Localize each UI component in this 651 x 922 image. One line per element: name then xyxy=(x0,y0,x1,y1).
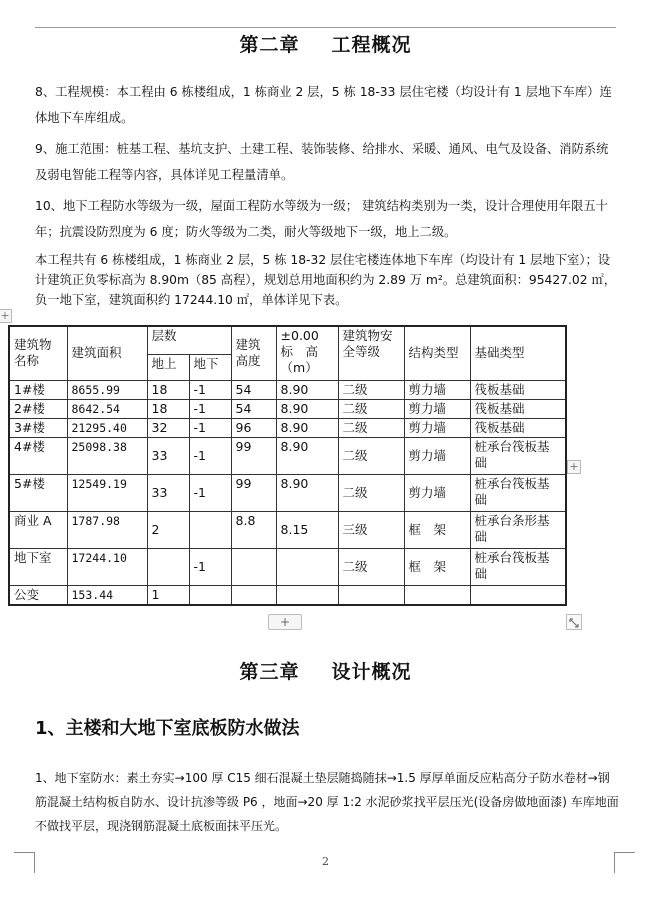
cell-above: 18 xyxy=(147,399,189,418)
cell-elevation: 8.90 xyxy=(276,437,338,474)
cell-height: 8.8 xyxy=(231,511,276,548)
cell-height: 54 xyxy=(231,399,276,418)
paragraph-scale: 8、工程规模：本工程由 6 栋楼组成，1 栋商业 2 层，5 栋 18-33 层住宅楼（均设计有 1 层地下车库）连体地下车库组成。 xyxy=(35,85,612,125)
cell-elevation: 8.15 xyxy=(276,511,338,548)
cell-structure: 框 架 xyxy=(404,548,470,585)
cell-above: 33 xyxy=(147,437,189,474)
cell-foundation: 筏板基础 xyxy=(470,399,566,418)
resize-arrows-icon xyxy=(567,616,581,630)
table-row xyxy=(9,380,566,399)
cell-area: 153.44 xyxy=(67,585,147,605)
chapter-3-title: 设计概况 xyxy=(331,661,412,683)
cell-above xyxy=(147,548,189,585)
cell-name: 2#楼 xyxy=(9,399,67,418)
cell-name: 1#楼 xyxy=(9,380,67,399)
header-structure: 结构类型 xyxy=(404,326,470,380)
cell-foundation: 桩承台筏板基础 xyxy=(470,548,566,585)
table-row xyxy=(9,511,566,548)
cell-below: -1 xyxy=(189,418,231,437)
cell-safety: 二级 xyxy=(338,437,404,474)
cell-foundation: 桩承台条形基础 xyxy=(470,511,566,548)
cell-safety xyxy=(338,585,404,605)
table-row xyxy=(9,418,566,437)
table-move-handle[interactable]: + xyxy=(0,309,12,323)
cell-above: 33 xyxy=(147,474,189,511)
cell-foundation: 筏板基础 xyxy=(470,380,566,399)
add-row-button[interactable]: + xyxy=(268,614,302,630)
cell-elevation xyxy=(276,585,338,605)
cell-foundation: 桩承台筏板基础 xyxy=(470,437,566,474)
cell-height xyxy=(231,585,276,605)
cell-above: 1 xyxy=(147,585,189,605)
cell-name: 公变 xyxy=(9,585,67,605)
paragraph-grades: 10、地下工程防水等级为一级，屋面工程防水等级为一级； 建筑结构类别为一类，设计合理使用年限五十年；抗震设防烈度为 6 度；防火等级为二类，耐火等级地下一级，地上二级。 xyxy=(35,199,608,239)
paragraph-scope: 9、施工范围：桩基工程、基坑支护、土建工程、装饰装修、给排水、采暖、通风、电气及设备、消防系统及弱电智能工程等内容，具体详见工程量清单。 xyxy=(35,142,609,182)
header-name: 建筑物名称 xyxy=(9,326,67,380)
cell-height xyxy=(231,548,276,585)
cell-foundation xyxy=(470,585,566,605)
cell-above: 2 xyxy=(147,511,189,548)
cell-safety: 二级 xyxy=(338,399,404,418)
cell-name: 地下室 xyxy=(9,548,67,585)
table-row xyxy=(9,585,566,605)
table-row xyxy=(9,548,566,585)
cell-height: 96 xyxy=(231,418,276,437)
cell-safety: 二级 xyxy=(338,548,404,585)
cell-safety: 二级 xyxy=(338,474,404,511)
table-row xyxy=(9,399,566,418)
paragraph-waterproof: 1、地下室防水：素土夯实→100 厚 C15 细石混凝土垫层随捣随抹→1.5 厚厚单面反应粘高分子防水卷材→钢筋混凝土结构板自防水、设计抗渗等级 P6 ，地面→20 厚 1:2 水泥砂浆找平层压光(设备房做地面漆) 车库地面不做找平层，现浇钢筋混凝土底板面抹平压光。 xyxy=(35,771,619,833)
cell-structure: 剪力墙 xyxy=(404,380,470,399)
table-resize-handle[interactable] xyxy=(566,614,582,630)
cell-elevation: 8.90 xyxy=(276,380,338,399)
cell-area: 12549.19 xyxy=(67,474,147,511)
header-below: 地下 xyxy=(189,354,231,380)
building-table xyxy=(8,325,567,606)
section-heading: 1、主楼和大地下室底板防水做法 xyxy=(35,718,300,739)
table-row xyxy=(9,437,566,474)
cell-name: 3#楼 xyxy=(9,418,67,437)
cell-name: 5#楼 xyxy=(9,474,67,511)
chapter-3-heading xyxy=(0,657,651,684)
cell-area: 8642.54 xyxy=(67,399,147,418)
cell-below xyxy=(189,511,231,548)
table-row xyxy=(9,474,566,511)
header-area: 建筑面积 xyxy=(67,326,147,380)
chapter-2-title: 工程概况 xyxy=(331,34,412,56)
cell-name: 商业 A xyxy=(9,511,67,548)
cell-structure: 剪力墙 xyxy=(404,437,470,474)
cell-structure: 剪力墙 xyxy=(404,418,470,437)
header-rule xyxy=(35,27,616,28)
cell-height: 99 xyxy=(231,437,276,474)
header-floors: 层数 xyxy=(147,326,231,354)
cell-area: 17244.10 xyxy=(67,548,147,585)
add-column-button[interactable]: + xyxy=(567,460,581,474)
cell-elevation: 8.90 xyxy=(276,418,338,437)
cell-structure: 剪力墙 xyxy=(404,474,470,511)
header-above: 地上 xyxy=(147,354,189,380)
header-height: 建筑高度 xyxy=(231,326,276,380)
cell-height: 99 xyxy=(231,474,276,511)
header-elevation: ±0.00 标 高（m） xyxy=(276,326,338,380)
cell-above: 18 xyxy=(147,380,189,399)
cell-below: -1 xyxy=(189,548,231,585)
cell-height: 54 xyxy=(231,380,276,399)
page-number: 2 xyxy=(322,855,329,868)
cell-structure xyxy=(404,585,470,605)
header-safety: 建筑物安全等级 xyxy=(338,326,404,380)
chapter-2-number: 第二章 xyxy=(239,34,300,56)
cell-below xyxy=(189,585,231,605)
cell-elevation: 8.90 xyxy=(276,474,338,511)
cell-area: 25098.38 xyxy=(67,437,147,474)
paragraph-summary: 本工程共有 6 栋楼组成，1 栋商业 2 层，5 栋 18-32 层住宅楼连体地下车库（均设计有 1 层地下室）；设计建筑正负零标高为 8.90m（85 高程），规划总用地面积约为 2.89 万 m²。总建筑面积：95427.02 ㎡，负一地下室，建筑面积约 17244.10 ㎡，单体详见下表。 xyxy=(35,253,617,307)
cell-foundation: 桩承台筏板基础 xyxy=(470,474,566,511)
cell-above: 32 xyxy=(147,418,189,437)
cell-below: -1 xyxy=(189,437,231,474)
cell-structure: 剪力墙 xyxy=(404,399,470,418)
header-foundation: 基础类型 xyxy=(470,326,566,380)
chapter-2-heading xyxy=(0,30,651,57)
cell-below: -1 xyxy=(189,399,231,418)
cell-area: 21295.40 xyxy=(67,418,147,437)
cell-below: -1 xyxy=(189,380,231,399)
cell-elevation: 8.90 xyxy=(276,399,338,418)
cell-below: -1 xyxy=(189,474,231,511)
cell-foundation: 筏板基础 xyxy=(470,418,566,437)
cell-area: 1787.98 xyxy=(67,511,147,548)
cell-safety: 二级 xyxy=(338,418,404,437)
cell-elevation xyxy=(276,548,338,585)
cell-safety: 二级 xyxy=(338,380,404,399)
chapter-3-number: 第三章 xyxy=(239,661,300,683)
cell-structure: 框 架 xyxy=(404,511,470,548)
cell-name: 4#楼 xyxy=(9,437,67,474)
cell-area: 8655.99 xyxy=(67,380,147,399)
cell-safety: 三级 xyxy=(338,511,404,548)
